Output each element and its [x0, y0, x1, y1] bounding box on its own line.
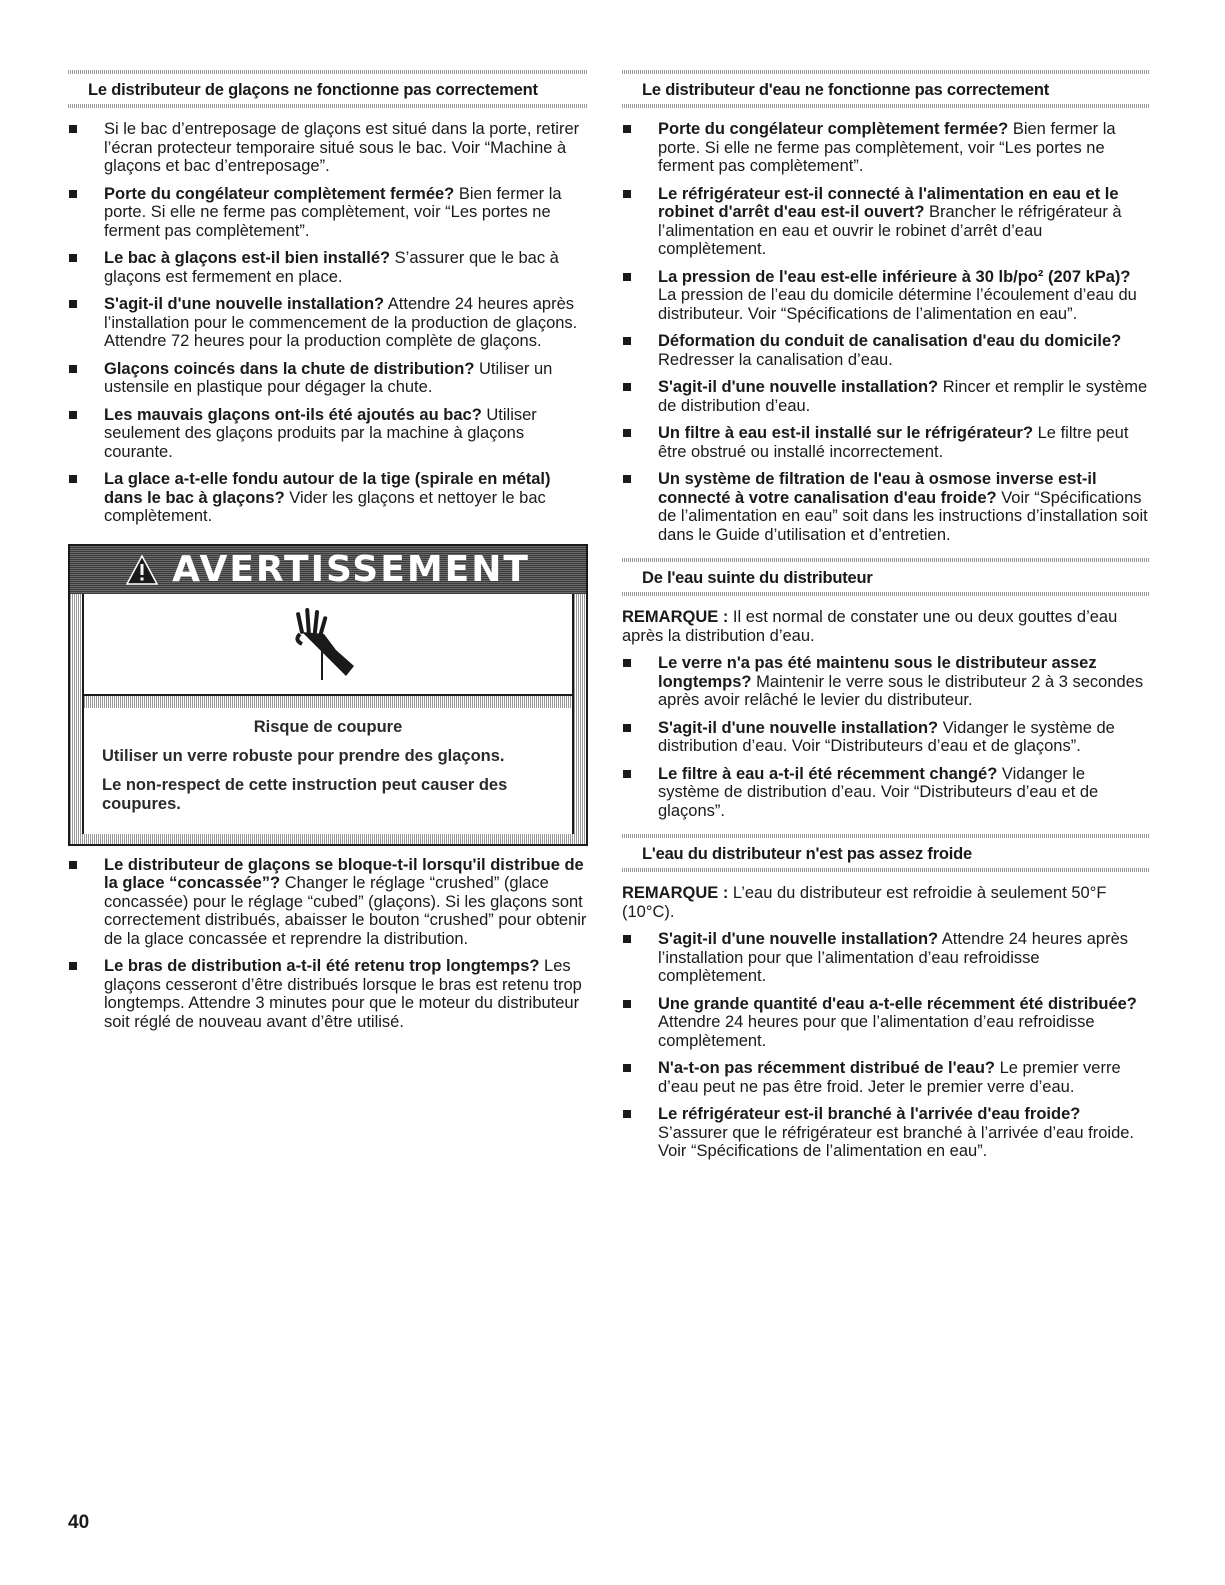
list-item-question: La glace a-t-elle fondu autour de la tige (spirale en métal) dans le bac à glaçons? — [104, 470, 551, 507]
list-item — [68, 295, 588, 351]
list-item — [622, 995, 1150, 1051]
section-header — [622, 558, 1150, 596]
list-item-question: Le réfrigérateur est-il connecté à l'alimentation en eau et le robinet d'arrêt d'eau est-il ouvert? — [658, 184, 1119, 221]
cut-hand-icon — [288, 604, 368, 684]
list-item-question: S'agit-il d'une nouvelle installation? — [104, 295, 385, 313]
list-item-text: S’assurer que le réfrigérateur est branché à l’arrivée d’eau froide. Voir “Spécifications de l’alimentation en eau”. — [658, 1123, 1135, 1160]
bullet-icon — [69, 861, 77, 869]
list-item-text: Utiliser seulement des glaçons produits par la machine à glaçons courante. — [104, 405, 537, 461]
bullet-icon — [69, 300, 77, 308]
list-item — [68, 470, 588, 526]
list-item-text: Redresser la canalisation d’eau. — [658, 350, 893, 369]
note — [622, 608, 1150, 645]
list-item-question: S'agit-il d'une nouvelle installation? — [658, 930, 939, 948]
troubleshooting-list — [622, 930, 1150, 1161]
list-item-text: Utiliser un ustensile en plastique pour dégager la chute. — [104, 359, 553, 396]
section-title: Le distributeur de glaçons ne fonctionne pas correctement — [88, 81, 538, 99]
list-item-question: S'agit-il d'une nouvelle installation? — [658, 718, 939, 737]
list-item-question: Déformation du conduit de canalisation d'eau du domicile? — [658, 332, 1122, 350]
bullet-icon — [623, 935, 631, 943]
list-item-text: Vidanger le système de distribution d’eau. Voir “Distributeurs d’eau et de glaçons”. — [658, 718, 1115, 755]
list-item-text: Attendre 24 heures après l’installation pour le commencement de la production de glaçons. Attendre 72 heures pour la production complète de glaçons. — [104, 295, 578, 350]
list-item — [622, 1059, 1150, 1096]
bullet-icon — [623, 190, 631, 198]
troubleshooting-list — [68, 120, 588, 526]
page-number: 40 — [68, 1512, 90, 1533]
list-item-text: Brancher le réfrigérateur à l’alimentation en eau et ouvrir le robinet d’arrêt d’eau complètement. — [658, 203, 1122, 258]
troubleshooting-list — [622, 120, 1150, 544]
bullet-icon — [69, 365, 77, 373]
bullet-icon — [623, 125, 631, 133]
list-item — [622, 268, 1150, 324]
list-item — [68, 957, 588, 1031]
list-item-question: Le bras de distribution a-t-il été retenu trop longtemps? — [104, 957, 540, 975]
warning-text — [84, 708, 572, 834]
bullet-icon — [623, 429, 631, 437]
list-item-text: La pression de l’eau du domicile détermine l’écoulement d’eau du distributeur. Voir “Spécifications de l’alimentation en eau”. — [658, 286, 1137, 323]
section-header — [622, 70, 1150, 108]
list-item-text: Le premier verre d’eau peut ne pas être froid. Jeter le premier verre d’eau. — [658, 1059, 1121, 1096]
bullet-icon — [69, 125, 77, 133]
list-item-text: Vidanger le système de distribution d’eau. Voir “Distributeurs d’eau et de glaçons”. — [658, 764, 1099, 820]
list-item-text: Les glaçons cesseront d’être distribués lorsque le bras est retenu trop longtemps. Attendre 3 minutes pour que le moteur du distributeur soit réglé de nouveau avant d’être utilisé. — [104, 957, 582, 1031]
note — [622, 884, 1150, 921]
list-item — [622, 654, 1150, 710]
section-title: L'eau du distributeur n'est pas assez froide — [642, 845, 973, 863]
list-item-question: Le bac à glaçons est-il bien installé? — [104, 249, 391, 267]
list-item-text: Rincer et remplir le système de distribution d’eau. — [658, 378, 1148, 415]
bullet-icon — [623, 273, 631, 281]
bullet-icon — [623, 475, 631, 483]
section-ice-dispenser-continued — [68, 856, 588, 1032]
bullet-icon — [623, 659, 631, 667]
note-text: L’eau du distributeur est refroidie à seulement 50°F (10°C). — [622, 884, 1107, 921]
list-item-text: Le filtre peut être obstrué ou installé incorrectement. — [658, 424, 1129, 461]
note-text: Il est normal de constater une ou deux gouttes d’eau après la distribution d’eau. — [622, 608, 1118, 645]
list-item — [622, 120, 1150, 176]
list-item-question: Le filtre à eau a-t-il été récemment changé? — [658, 764, 998, 783]
section-title: Le distributeur d'eau ne fonctionne pas correctement — [642, 81, 1050, 99]
list-item — [68, 360, 588, 397]
section-header — [622, 834, 1150, 872]
bullet-icon — [623, 724, 631, 732]
list-item — [622, 765, 1150, 821]
section-title: De l'eau suinte du distributeur — [642, 569, 873, 587]
list-item — [622, 470, 1150, 544]
list-item-text: Bien fermer la porte. Si elle ne ferme pas complètement, voir “Les portes ne ferment pas complètement”. — [658, 120, 1116, 175]
list-item-text: Si le bac d’entreposage de glaçons est situé dans la porte, retirer l’écran protecteur temporaire situé sous le bac. Voir “Machine à glaçons et bac d’entreposage”. — [104, 120, 580, 175]
warning-line-2: Le non-respect de cette instruction peut causer des coupures. — [102, 775, 508, 813]
list-item-question: La pression de l'eau est-elle inférieure à 30 lb/po² (207 kPa)? — [658, 267, 1131, 286]
list-item-question: Un filtre à eau est-il installé sur le réfrigérateur? — [658, 424, 1034, 442]
section-water-dispenser — [622, 70, 1150, 544]
list-item-question: N'a-t-on pas récemment distribué de l'eau? — [658, 1059, 996, 1077]
warning-side-pattern — [574, 594, 586, 834]
troubleshooting-list — [68, 856, 588, 1032]
list-item — [622, 378, 1150, 415]
warning-side-pattern — [70, 594, 82, 834]
bullet-icon — [69, 411, 77, 419]
list-item — [68, 249, 588, 286]
warning-line-1: Utiliser un verre robuste pour prendre des glaçons. — [102, 746, 505, 765]
list-item-text: S’assurer que le bac à glaçons est fermement en place. — [104, 249, 559, 286]
bullet-icon — [623, 1000, 631, 1008]
list-item-question: Porte du congélateur complètement fermée? — [658, 120, 1009, 138]
bullet-icon — [69, 254, 77, 262]
list-item-text: Changer le réglage “crushed” (glace concassée) pour le réglage “cubed” (glaçons). Si les glaçons sont correctement distribués, abaisser le bouton “crushed” pour obtenir de la glace concassée et reprendre la distribution. — [104, 874, 587, 948]
list-item-question: Le réfrigérateur est-il branché à l'arrivée d'eau froide? — [658, 1105, 1081, 1123]
list-item — [68, 856, 588, 949]
warning-banner-text: AVERTISSEMENT — [172, 549, 530, 590]
section-water-not-cold — [622, 834, 1150, 1161]
warning-bottom-pattern — [70, 834, 586, 844]
warning-banner — [70, 546, 586, 594]
note-label: REMARQUE : — [622, 884, 729, 902]
list-item — [622, 1105, 1150, 1161]
list-item-question: Les mauvais glaçons ont-ils été ajoutés au bac? — [104, 405, 482, 424]
warning-box — [68, 544, 588, 846]
list-item-question: Une grande quantité d'eau a-t-elle récemment été distribuée? — [658, 994, 1137, 1013]
warning-pictogram — [84, 594, 572, 696]
list-item — [622, 719, 1150, 756]
warning-strip — [84, 696, 572, 708]
list-item-question: Porte du congélateur complètement fermée? — [104, 184, 455, 203]
section-ice-dispenser — [68, 70, 588, 526]
warning-body — [70, 594, 586, 834]
list-item-question: S'agit-il d'une nouvelle installation? — [658, 378, 939, 396]
list-item-text: Voir “Spécifications de l’alimentation en eau” soit dans les instructions d’installation soit dans le Guide d’utilisation et d’entretien. — [658, 488, 1148, 544]
bullet-icon — [69, 475, 77, 483]
warning-triangle-icon — [126, 555, 158, 585]
list-item — [68, 406, 588, 462]
list-item-text: Attendre 24 heures pour que l’alimentation d’eau refroidisse complètement. — [658, 1013, 1095, 1050]
list-item-question: Glaçons coincés dans la chute de distribution? — [104, 359, 475, 378]
section-water-leak — [622, 558, 1150, 820]
bullet-icon — [623, 1064, 631, 1072]
bullet-icon — [623, 1110, 631, 1118]
list-item-text: Vider les glaçons et nettoyer le bac complètement. — [104, 488, 546, 525]
right-column — [622, 70, 1150, 1175]
bullet-icon — [69, 962, 77, 970]
troubleshooting-list — [622, 654, 1150, 820]
bullet-icon — [69, 190, 77, 198]
list-item-question: Un système de filtration de l'eau à osmose inverse est-il connecté à votre canalisation d'eau froide? — [658, 470, 1097, 507]
list-item-question: Le verre n'a pas été maintenu sous le distributeur assez longtemps? — [658, 654, 1097, 691]
list-item — [622, 424, 1150, 461]
list-item — [68, 185, 588, 241]
left-column — [68, 70, 588, 1045]
bullet-icon — [623, 337, 631, 345]
note-label: REMARQUE : — [622, 608, 729, 626]
bullet-icon — [623, 770, 631, 778]
list-item — [622, 930, 1150, 986]
list-item-text: Bien fermer la porte. Si elle ne ferme pas complètement, voir “Les portes ne ferment pas complètement”. — [104, 184, 562, 240]
list-item-text: Maintenir le verre sous le distributeur 2 à 3 secondes après avoir relâché le levier du distributeur. — [658, 672, 1144, 709]
list-item — [68, 120, 588, 176]
list-item — [622, 185, 1150, 259]
list-item-question: Le distributeur de glaçons se bloque-t-il lorsqu'il distribue de la glace “concassée”? — [104, 855, 584, 892]
section-header — [68, 70, 588, 108]
bullet-icon — [623, 383, 631, 391]
warning-risk: Risque de coupure — [253, 717, 403, 736]
list-item — [622, 332, 1150, 369]
warning-main — [82, 594, 574, 834]
list-item-text: Attendre 24 heures après l’installation pour que l’alimentation d’eau refroidisse complètement. — [658, 930, 1129, 985]
